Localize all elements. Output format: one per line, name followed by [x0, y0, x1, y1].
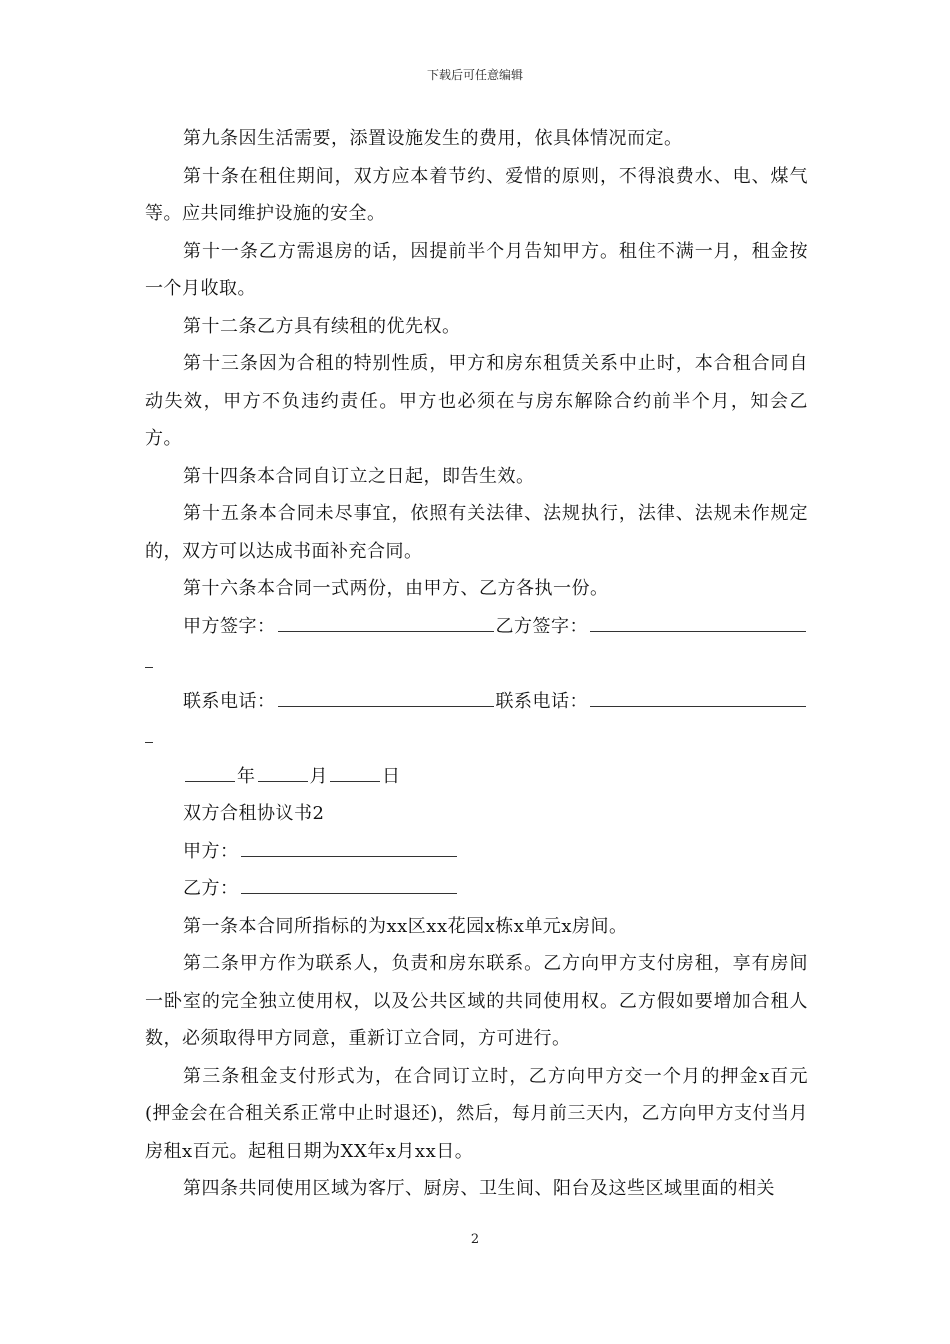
clause-15: 第十五条本合同未尽事宜，依照有关法律、法规执行，法律、法规未作规定的，双方可以达成书面补充合同。 [145, 503, 808, 562]
agreement2-clause-3: 第三条租金支付形式为，在合同订立时，乙方向甲方交一个月的押金x百元(押金会在合租关系正常中止时退还)，然后，每月前三天内，乙方向甲方支付当月房租x百元。起租日期为XX年x月xx日。 [145, 1065, 808, 1162]
agreement2-party-a-blank [241, 834, 457, 857]
party-b-signature-label: 乙方签字： [495, 615, 588, 637]
agreement2-clause-4: 第四条共同使用区域为客厅、厨房、卫生间、阳台及这些区域里面的相关 [183, 1178, 775, 1199]
party-a-phone-label: 联系电话： [183, 690, 276, 712]
party-a-signature-blank [278, 609, 494, 632]
day-label: 日 [382, 765, 401, 787]
agreement2-party-b-row [145, 870, 808, 908]
agreement2-party-b-label: 乙方： [183, 878, 239, 899]
page-number: 2 [470, 1232, 480, 1247]
signature-row [145, 608, 808, 646]
party-b-phone-label: 联系电话： [495, 690, 588, 712]
agreement2-party-a-label: 甲方： [183, 840, 239, 862]
phone-blank-overflow [145, 720, 808, 758]
phone-row [145, 683, 808, 721]
signature-blank-overflow [145, 645, 808, 683]
agreement2-title: 双方合租协议书2 [183, 803, 325, 824]
clause-13: 第十三条因为合租的特别性质，甲方和房东租赁关系中止时，本合租合同自动失效，甲方不负违约责任。甲方也必须在与房东解除合约前半个月，知会乙方。 [145, 353, 808, 449]
agreement2-clause-1: 第一条本合同所指标的为xx区xx花园x栋x单元x房间。 [183, 915, 628, 937]
party-a-signature-label: 甲方签字： [183, 615, 276, 637]
year-blank [185, 759, 235, 782]
clause-9: 第九条因生活需要，添置设施发生的费用，依具体情况而定。 [183, 128, 683, 149]
agreement2-party-a-row [145, 833, 808, 871]
clause-10: 第十条在租住期间，双方应本着节约、爱惜的原则，不得浪费水、电、煤气等。应共同维护设施的安全。 [145, 165, 808, 224]
clause-12: 第十二条乙方具有续租的优先权。 [183, 315, 461, 337]
clause-16: 第十六条本合同一式两份，由甲方、乙方各执一份。 [183, 578, 609, 599]
day-blank [330, 759, 380, 782]
year-label: 年 [237, 765, 256, 787]
date-row [145, 758, 808, 796]
agreement2-clause-2: 第二条甲方作为联系人，负责和房东联系。乙方向甲方支付房租，享有房间一卧室的完全独立使用权，以及公共区域的共同使用权。乙方假如要增加合租人数，必须取得甲方同意，重新订立合同，方可进行。 [145, 953, 808, 1049]
agreement2-party-b-blank [241, 871, 457, 894]
header-note: 下载后可任意编辑 [426, 68, 523, 82]
clause-11: 第十一条乙方需退房的话，因提前半个月告知甲方。租住不满一月，租金按一个月收取。 [145, 240, 808, 299]
document-body [145, 120, 808, 1208]
party-a-phone-blank [278, 684, 494, 707]
month-label: 月 [309, 765, 328, 787]
party-b-signature-blank [590, 609, 806, 632]
party-b-phone-blank [590, 684, 806, 707]
clause-14: 第十四条本合同自订立之日起，即告生效。 [183, 465, 535, 487]
month-blank [258, 759, 308, 782]
